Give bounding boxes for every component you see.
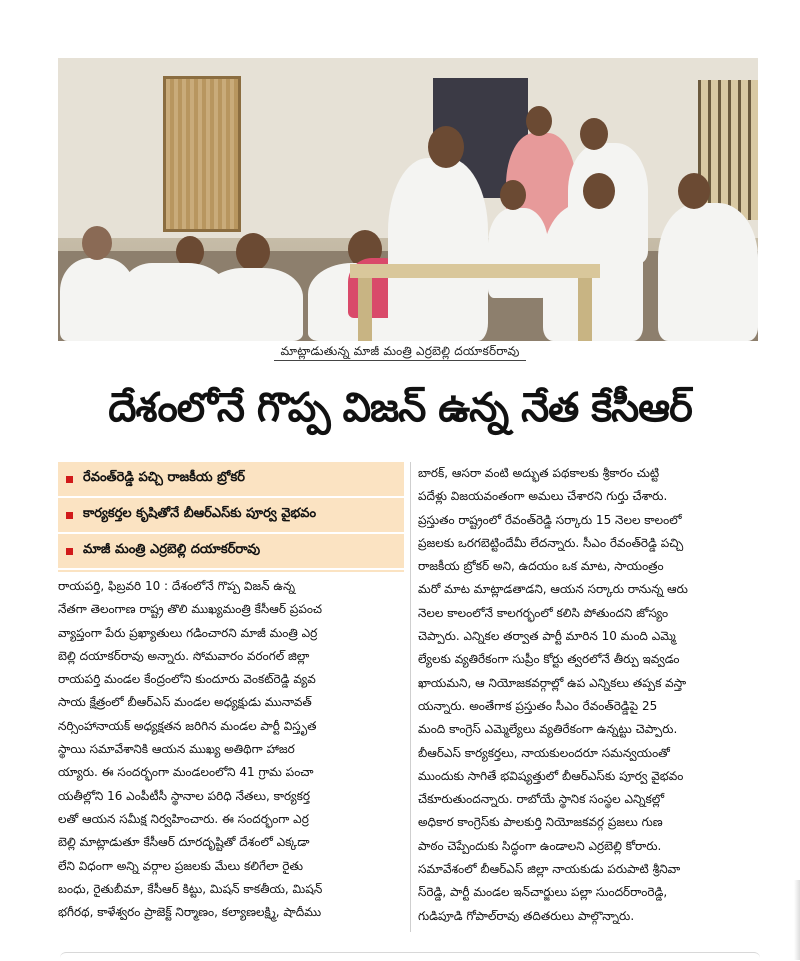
bullet-square-icon (66, 548, 73, 555)
bullet-text: రేవంత్‌రెడ్డి పచ్చి రాజకీయ బ్రోకర్ (83, 470, 245, 485)
photo-speaker-head (428, 126, 464, 168)
photo-table-leg (358, 278, 372, 341)
photo-table-leg (578, 278, 592, 341)
photo-table (350, 264, 600, 278)
photo-caption-text: మాట్లాడుతున్న మాజీ మంత్రి ఎర్రబెల్లి దయాకర్‌రావు (274, 344, 525, 361)
page-edge-shadow (794, 880, 800, 960)
photo-person (203, 268, 303, 341)
article-line: బంధు, రైతుబీమా, కేసీఆర్ కిట్టు, మిషన్ కాకతీయ, మిషన్ (58, 881, 323, 896)
article-line: నెలల కాలంలోనే కాలగర్భంలో కలిసి పోతుందని జోస్యం (418, 605, 669, 620)
photo-caption (0, 344, 800, 361)
article-line: భగీరథ, కాళేశ్వరం ప్రాజెక్ట్ నిర్మాణం, కల్యాణలక్ష్మి, షాదీము (58, 905, 322, 920)
article-line: స్థాయి సమావేశానికి ఆయన ముఖ్య అతిథిగా హాజర (58, 742, 295, 757)
bullet-square-icon (66, 512, 73, 519)
bullet-text: కార్యకర్తల కృషితోనే బీఆర్ఎస్‌కు పూర్వ వైభవం (83, 506, 317, 521)
headline: దేశంలోనే గొప్ప విజన్ ఉన్న నేత కేసీఆర్ (108, 385, 692, 431)
column-divider (410, 462, 411, 932)
photo-head (580, 118, 608, 150)
article-line: మంది కాంగ్రెస్ ఎమ్మెల్యేలు వ్యతిరేకంగా ఉన్నట్టు చెప్పారు. (418, 722, 678, 737)
article-line: అధికార కాంగ్రెస్‌కు పాలకుర్తి నియోజకవర్గ ప్రజలు గుణ (418, 815, 663, 830)
photo-head (500, 180, 526, 210)
next-article-border (60, 952, 760, 959)
article-line: రాయపర్తి, ఫిబ్రవరి 10 : దేశంలోనే గొప్ప విజన్ ఉన్న (58, 579, 295, 593)
article-line: వ్యాప్తంగా పేరు ప్రఖ్యాతులు గడించారని మాజీ మంత్రి ఎర్ర (58, 625, 318, 640)
article-line: య్యారు. ఈ సందర్భంగా మండలంలోని 41 గ్రామ పంచా (58, 765, 314, 780)
photo-head (82, 226, 112, 260)
article-line: గుడిపూడి గోపాల్‌రావు తదితరులు పాల్గొన్నారు. (418, 908, 635, 923)
article-line: ఖాయమని, ఆ నియోజకవర్గాల్లో ఉప ఎన్నికలు తప్పక వస్తా (418, 675, 687, 690)
article-line: బీఆర్ఎస్ కార్యకర్తలు, నాయకులందరూ సమన్వయంతో (418, 745, 670, 760)
news-photo (58, 58, 758, 341)
article-line: రాయపర్తి మండల కేంద్రంలోని కుందూరు వెంకట్‌రెడ్డి వ్యవ (58, 672, 316, 687)
article-column-left (58, 575, 404, 924)
article-line: చేకూరుతుందన్నారు. రాబోయే స్థానిక సంస్థల ఎన్నికల్లో (418, 792, 665, 807)
photo-head (526, 106, 552, 136)
article-line: పాఠం చెప్పేందుకు సిద్ధంగా ఉండాలని ఎర్రబెల్లి కోరారు. (418, 838, 662, 853)
article-line: సమావేశంలో బీఆర్ఎస్ జిల్లా నాయకుడు పరుపాటి శ్రీనివా (418, 862, 681, 877)
article-line: ప్రస్తుతం రాష్ట్రంలో రేవంత్‌రెడ్డి సర్కారు 15 నెలల కాలంలో (418, 512, 682, 527)
photo-person (488, 208, 548, 298)
article-line: బెల్లి మాట్లాడుతూ కేసీఆర్ దూరదృష్టితో దేశంలో ఎక్కడా (58, 835, 310, 850)
article-line: బెల్లి దయాకర్‌రావు అన్నారు. సోమవారం వరంగల్ జిల్లా (58, 648, 310, 663)
bullet-square-icon (66, 476, 73, 483)
article-line: రాజకీయ బ్రోకర్ అని, ఉదయం ఒక మాట, సాయంత్రం (418, 559, 664, 574)
highlight-bullet (58, 534, 404, 570)
article-line: నేతగా తెలంగాణ రాష్ట్ర తొలి ముఖ్యమంత్రి కేసీఆర్ ప్రపంచ (58, 602, 323, 617)
article-line: సాయ క్షేత్రంలో బీఆర్ఎస్ మండల అధ్యక్షుడు మునావత్ (58, 695, 312, 710)
article-line: స్‌రెడ్డి, పార్టీ మండల ఇన్‌చార్జులు పల్లా సుందర్‌రాంరెడ్డి, (418, 885, 668, 900)
article-line: ల్యేలకు వ్యతిరేకంగా సుప్రీం కోర్టు త్వరలోనే తీర్పు ఇవ్వడం (418, 652, 680, 667)
highlight-bullet (58, 462, 404, 498)
highlight-box (58, 462, 404, 572)
article-line: మరో మాట మాట్లాడతాడని, ఆయన సర్కారు రానున్న ఆరు (418, 582, 688, 597)
article-line: నర్సింహానాయక్ అధ్యక్షతన జరిగిన మండల పార్టీ విస్తృత (58, 718, 317, 733)
photo-head (583, 173, 615, 209)
article-line: చెప్పారు. ఎన్నికల తర్వాత పార్టీ మారిన 10 మంది ఎమ్మె (418, 629, 676, 644)
article-line: పదేళ్లు విజయవంతంగా అమలు చేశారని గుర్తు చేశారు. (418, 489, 668, 504)
photo-person (658, 203, 758, 341)
article-line: ముందుకు సాగితే భవిష్యత్తులో బీఆర్ఎస్‌కు పూర్వ వైభవం (418, 768, 684, 783)
bullet-text: మాజీ మంత్రి ఎర్రబెల్లి దయాకర్‌రావు (83, 542, 261, 557)
article-line: లతో ఆయన సమీక్ష నిర్వహించారు. ఈ సందర్భంగా ఎర్ర (58, 811, 309, 826)
highlight-bullet (58, 498, 404, 534)
photo-head (678, 173, 710, 209)
article-line: ప్రజలకు ఒరగబెట్టిందేమీ లేదన్నారు. సీఎం రేవంత్‌రెడ్డి పచ్చి (418, 535, 684, 550)
photo-door (163, 76, 241, 232)
article-line: యతీల్లోని 16 ఎంపీటీసీ స్థానాల పరిధి నేతలు, కార్యకర్త (58, 788, 311, 803)
photo-head (236, 233, 270, 271)
article-line: యన్నారు. అంతేగాక ప్రస్తుతం సీఎం రేవంత్‌రెడ్డిపై 25 (418, 698, 658, 713)
article-line: బారక్, ఆసరా వంటి అద్భుత పథకాలకు శ్రీకారం చుట్టి (418, 466, 660, 480)
article-column-right (418, 462, 760, 928)
photo-speaker (388, 158, 488, 341)
article-line: లేని విధంగా అన్ని వర్గాల ప్రజలకు మేలు కలిగేలా రైతు (58, 858, 303, 873)
